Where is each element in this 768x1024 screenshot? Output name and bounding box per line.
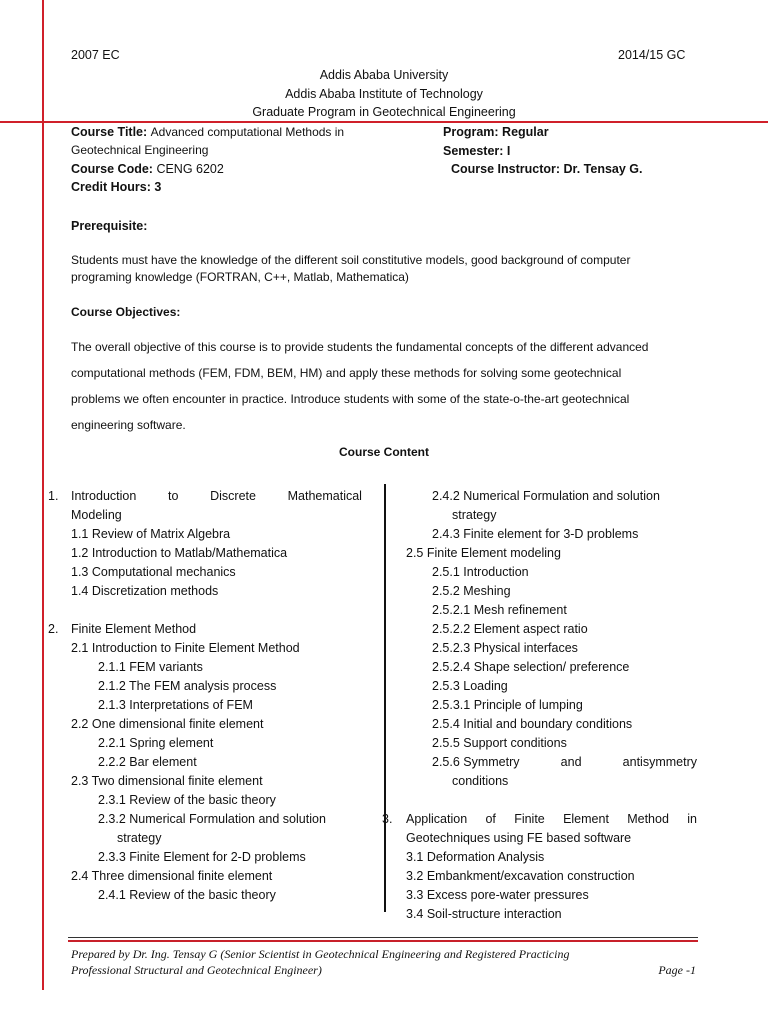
- list-item: 2.5.2.3 Physical interfaces: [432, 641, 578, 655]
- course-code-label: Course Code:: [71, 162, 153, 176]
- footer: [71, 946, 696, 978]
- item-3-title-words: [406, 811, 697, 827]
- item-2-5-6-words: [432, 754, 697, 770]
- course-content-heading: Course Content: [339, 445, 429, 459]
- item-1-word-2: to: [168, 489, 179, 503]
- credit-hours: Credit Hours: 3: [71, 180, 162, 194]
- item-1-title-cont: Modeling: [71, 508, 122, 522]
- item-1-number: 1.: [48, 489, 59, 503]
- item-3-word-5: Method: [627, 812, 669, 826]
- list-item: 2.4 Three dimensional finite element: [71, 869, 273, 883]
- list-item: 1.1 Review of Matrix Algebra: [71, 527, 231, 541]
- list-item: 2.4.2 Numerical Formulation and solution: [432, 489, 660, 503]
- objectives-heading: Course Objectives:: [71, 305, 181, 319]
- prerequisite-heading: Prerequisite:: [71, 219, 148, 233]
- list-item: 2.4.1 Review of the basic theory: [98, 888, 276, 902]
- list-item: 2.1.3 Interpretations of FEM: [98, 698, 253, 712]
- footer-line-2-row: [71, 962, 696, 978]
- list-item: 2.3 Two dimensional finite element: [71, 774, 263, 788]
- list-item: 3.3 Excess pore-water pressures: [406, 888, 589, 902]
- list-item: 2.2.1 Spring element: [98, 736, 214, 750]
- item-3-word-3: Finite: [514, 812, 545, 826]
- item-3-number: 3.: [382, 812, 393, 826]
- item-1-title-words: [71, 488, 362, 504]
- course-title-value-cont: Geotechnical Engineering: [71, 143, 209, 157]
- list-item: 2.1 Introduction to Finite Element Method: [71, 641, 300, 655]
- footer-line-2: Professional Structural and Geotechnical Engineer): [71, 963, 322, 977]
- list-item: 2.3.3 Finite Element for 2-D problems: [98, 850, 306, 864]
- footer-rule-red: [68, 940, 698, 942]
- university-name: Addis Ababa University: [319, 68, 449, 82]
- list-item: 2.5.5 Support conditions: [432, 736, 567, 750]
- item-2-number: 2.: [48, 622, 59, 636]
- list-item: 3.4 Soil-structure interaction: [406, 907, 562, 921]
- list-item: 2.2 One dimensional finite element: [71, 717, 264, 731]
- year-gc: 2014/15 GC: [618, 48, 686, 62]
- list-item: 2.3.1 Review of the basic theory: [98, 793, 276, 807]
- list-item: strategy: [452, 508, 497, 522]
- course-instructor: Course Instructor: Dr. Tensay G.: [451, 162, 643, 176]
- prerequisite-line-1: Students must have the knowledge of the different soil constitutive models, good background of computer: [71, 253, 631, 267]
- item-1-word-4: Mathematical: [287, 489, 362, 503]
- item-2-5-6-word-3: antisymmetry: [622, 755, 697, 769]
- list-item: 1.4 Discretization methods: [71, 584, 219, 598]
- item-2-5-6-word-2: and: [560, 755, 582, 769]
- footer-rule-dark: [68, 937, 698, 938]
- item-1-word-1: Introduction: [71, 489, 137, 503]
- course-title-label: Course Title:: [71, 125, 148, 139]
- program-title: Graduate Program in Geotechnical Engineering: [252, 105, 516, 119]
- objectives-line-4: engineering software.: [71, 418, 186, 432]
- list-item: 2.5.2.1 Mesh refinement: [432, 603, 567, 617]
- prerequisite-line-2: programing knowledge (FORTRAN, C++, Matlab, Mathematica): [71, 270, 409, 284]
- institute-name: Addis Ababa Institute of Technology: [285, 87, 483, 101]
- list-item: [432, 754, 697, 770]
- item-3-word-1: Application: [406, 812, 468, 826]
- item-1-word-3: Discrete: [210, 489, 256, 503]
- item-3-word-4: Element: [563, 812, 609, 826]
- item-1-title: [71, 488, 362, 504]
- list-item: 2.5.1 Introduction: [432, 565, 529, 579]
- list-item: 2.5.2.4 Shape selection/ preference: [432, 660, 630, 674]
- footer-line-1: Prepared by Dr. Ing. Tensay G (Senior Scientist in Geotechnical Engineering and Registered Practicing: [71, 947, 570, 961]
- list-item: 2.5 Finite Element modeling: [406, 546, 561, 560]
- list-item: 2.1.2 The FEM analysis process: [98, 679, 277, 693]
- item-3-word-6: in: [687, 812, 697, 826]
- objectives-line-3: problems we often encounter in practice. Introduce students with some of the state-o-the-art geotechnical: [71, 392, 630, 406]
- list-item: 2.1.1 FEM variants: [98, 660, 203, 674]
- list-item: 2.2.2 Bar element: [98, 755, 197, 769]
- list-item: 2.4.3 Finite element for 3-D problems: [432, 527, 639, 541]
- item-3-title: [406, 811, 697, 827]
- item-2-5-6-word-1: 2.5.6 Symmetry: [432, 755, 520, 769]
- course-code-value: CENG 6202: [156, 162, 224, 176]
- program: Program: Regular: [443, 125, 549, 139]
- year-ec: 2007 EC: [71, 48, 120, 62]
- semester: Semester: I: [443, 144, 511, 158]
- item-3-title-cont: Geotechniques using FE based software: [406, 831, 632, 845]
- list-item: 1.2 Introduction to Matlab/Mathematica: [71, 546, 288, 560]
- objectives-line-2: computational methods (FEM, FDM, BEM, HM) and apply these methods for solving some geotechnical: [71, 366, 622, 380]
- list-item: 2.3.2 Numerical Formulation and solution: [98, 812, 326, 826]
- list-item: 2.5.2 Meshing: [432, 584, 511, 598]
- page-number: Page -1: [658, 963, 696, 977]
- item-2-title: Finite Element Method: [71, 622, 197, 636]
- list-item: conditions: [452, 774, 509, 788]
- list-item: 2.5.2.2 Element aspect ratio: [432, 622, 588, 636]
- list-item: 2.5.4 Initial and boundary conditions: [432, 717, 633, 731]
- list-item: 3.2 Embankment/excavation construction: [406, 869, 635, 883]
- list-item: strategy: [117, 831, 162, 845]
- list-item: 2.5.3.1 Principle of lumping: [432, 698, 583, 712]
- item-3-word-2: of: [485, 812, 496, 826]
- course-title-value: Advanced computational Methods in: [150, 125, 345, 139]
- objectives-line-1: The overall objective of this course is to provide students the fundamental concepts of the different advanced: [71, 340, 649, 354]
- list-item: 3.1 Deformation Analysis: [406, 850, 545, 864]
- list-item: 2.5.3 Loading: [432, 679, 508, 693]
- list-item: 1.3 Computational mechanics: [71, 565, 236, 579]
